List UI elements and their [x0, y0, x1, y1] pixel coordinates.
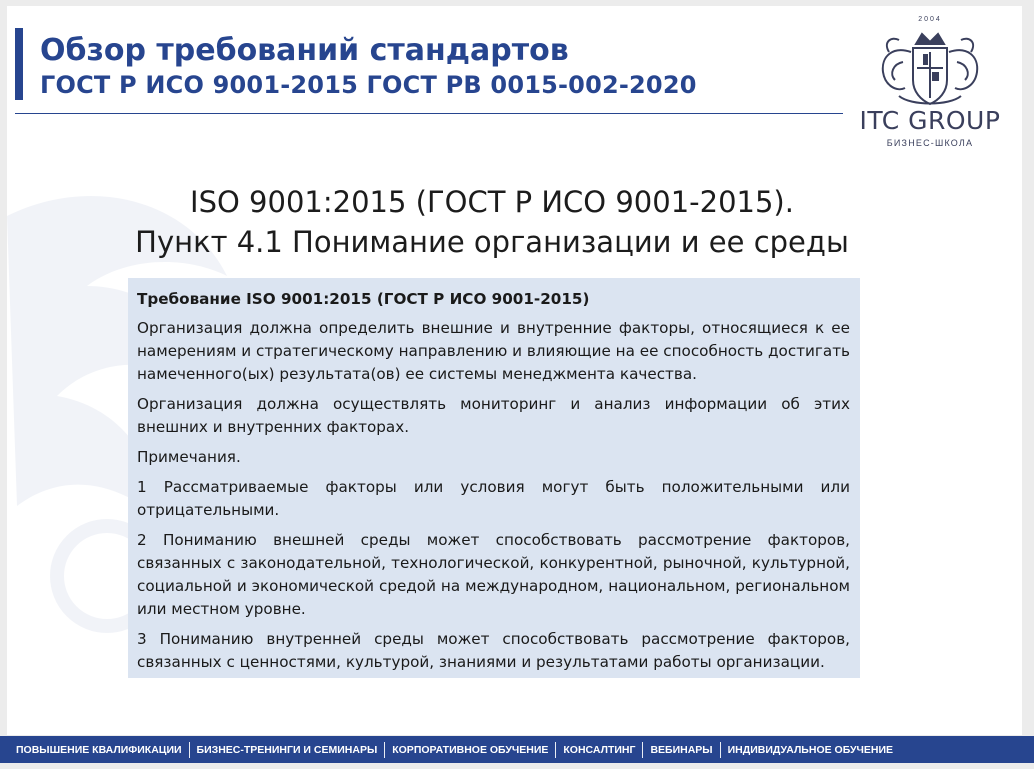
slide-title-line-1: Обзор требований стандартов — [40, 33, 569, 68]
crest-logo-icon — [853, 22, 1007, 112]
footer-separator — [189, 742, 190, 758]
footer-separator — [642, 742, 643, 758]
requirement-box — [128, 278, 860, 678]
footer-item-consulting[interactable]: КОНСАЛТИНГ — [563, 743, 636, 756]
slide-title — [40, 34, 697, 102]
footer-item-qualification[interactable]: ПОВЫШЕНИЕ КВАЛИФИКАЦИИ — [16, 743, 182, 756]
footer-item-corporate[interactable]: КОРПОРАТИВНОЕ ОБУЧЕНИЕ — [392, 743, 549, 756]
requirement-paragraph: Организация должна осуществлять мониторинг и анализ информации об этих внешних и внутренних факторах. — [137, 395, 850, 436]
logo-brand-name: ITC GROUP — [859, 106, 1001, 135]
title-accent-bar — [15, 28, 23, 100]
slide-title-line-2: ГОСТ Р ИСО 9001-2015 ГОСТ РВ 0015-002-2020 — [40, 71, 697, 99]
requirement-paragraph: Организация должна определить внешние и внутренние факторы, относящиеся к ее намерениям и стратегическому направлению и влияющие на ее способность достигать намеченного(ых) результата(ов) ее системы менеджмента качества. — [137, 319, 850, 383]
section-heading — [107, 182, 877, 262]
footer-item-trainings[interactable]: БИЗНЕС-ТРЕНИНГИ И СЕМИНАРЫ — [196, 743, 378, 756]
notes-label: Примечания. — [137, 448, 241, 466]
footer-separator — [555, 742, 556, 758]
logo-year: 2004 — [918, 16, 942, 23]
slide — [7, 6, 1022, 735]
footer-item-webinars[interactable]: ВЕБИНАРЫ — [650, 743, 713, 756]
section-heading-line-2: Пункт 4.1 Понимание организации и ее среды — [135, 225, 849, 259]
company-logo — [853, 16, 1007, 156]
note-3: 3 Пониманию внутренней среды может способствовать рассмотрение факторов, связанных с ценностями, культурой, знаниями и результатами работы организации. — [137, 630, 850, 671]
requirement-heading: Требование ISO 9001:2015 (ГОСТ Р ИСО 9001-2015) — [137, 290, 590, 308]
section-heading-line-1: ISO 9001:2015 (ГОСТ Р ИСО 9001-2015). — [190, 185, 794, 219]
note-1: 1 Рассматриваемые факторы или условия могут быть положительными или отрицательными. — [137, 478, 850, 519]
footer-separator — [720, 742, 721, 758]
logo-subtitle: БИЗНЕС-ШКОЛА — [886, 138, 974, 148]
footer-nav — [0, 736, 1034, 763]
footer-separator — [384, 742, 385, 758]
title-divider — [15, 113, 843, 114]
footer-item-individual[interactable]: ИНДИВИДУАЛЬНОЕ ОБУЧЕНИЕ — [727, 743, 894, 756]
note-2: 2 Пониманию внешней среды может способствовать рассмотрение факторов, связанных с законодательной, технологической, конкурентной, рыночной, культурной, социальной и экономической средой на международном, национальном, региональном или местном уровне. — [137, 531, 850, 618]
